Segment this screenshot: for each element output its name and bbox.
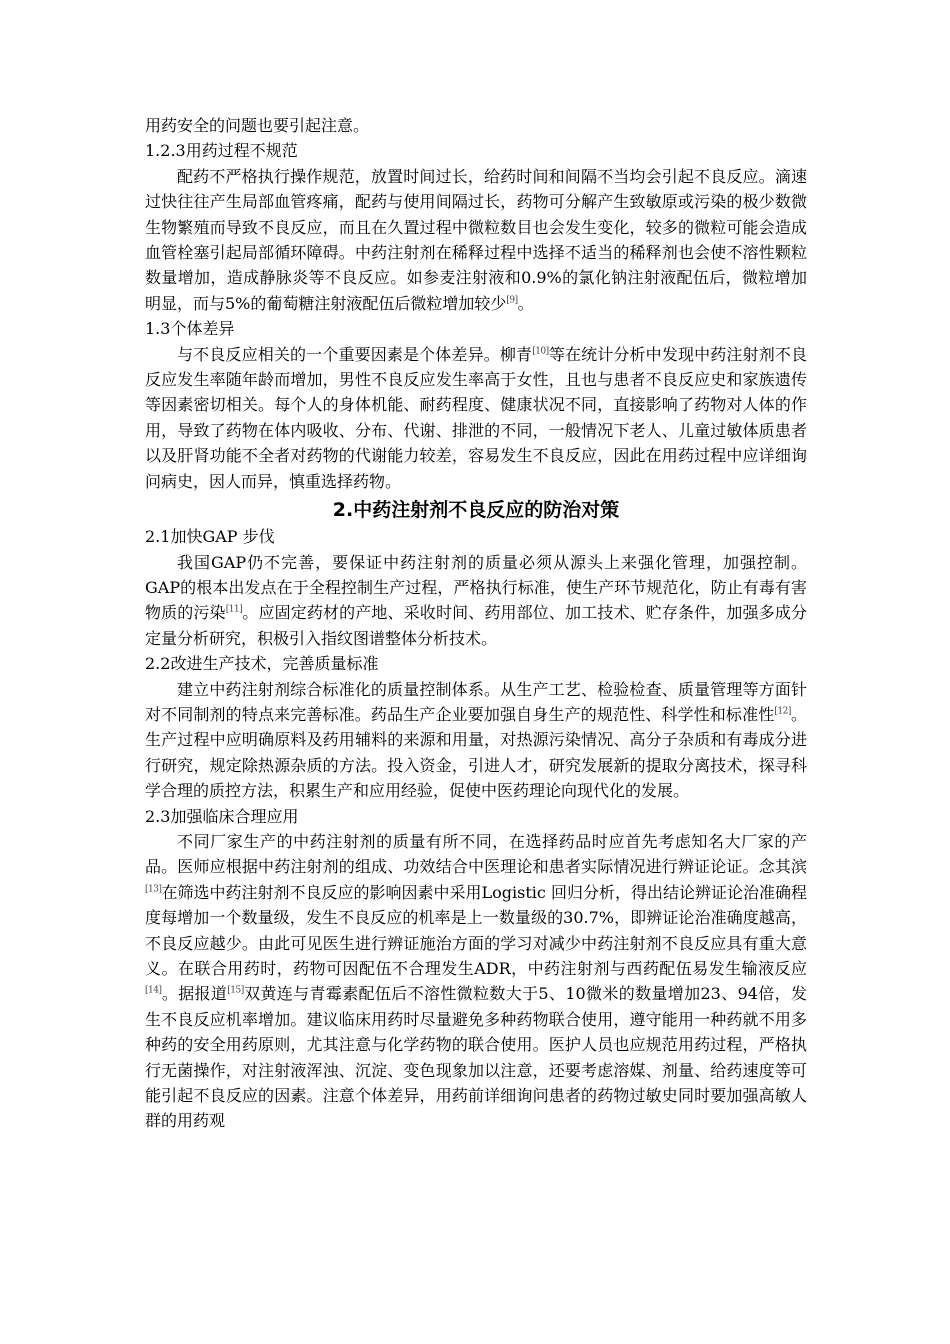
citation-ref: [10] [532, 346, 549, 357]
section-heading-1-2-3: 1.2.3用药过程不规范 [145, 141, 298, 161]
paragraph-production: 建立中药注射剂综合标准化的质量控制体系。从生产工艺、检验检查、质量管理等方面针对不同制剂的特点来完善标准。药品生产企业要加强自身生产的规范性、科学性和标准性[12]。生产过程中应明确原料及药用辅料的来源和用量，对热源污染情况、高分子杂质和有毒成分进行研究，规定除热源杂质的方法。投入资金，引进人才，研究发展新的提取分离技术，探寻科学合理的质控方法，积累生产和应用经验，促使中医药理论向现代化的发展。 [145, 679, 807, 801]
citation-ref: [15] [227, 986, 244, 997]
citation-ref: [9] [506, 295, 518, 306]
paragraph-gap: 我国GAP仍不完善，要保证中药注射剂的质量必须从源头上来强化管理，加强控制。GAP的根本出发点在于全程控制生产过程，严格执行标准，使生产环节规范化，防止有毒有害物质的污染[11]。应固定药材的产地、采收时间、药用部位、加工技术、贮存条件，加强多成分定量分析研究，积极引入指纹图谱整体分析技术。 [145, 552, 807, 648]
citation-ref: [13] [145, 884, 162, 895]
paragraph-process: 配药不严格执行操作规范，放置时间过长，给药时间和间隔不当均会引起不良反应。滴速过快往往产生局部血管疼痛，配药与使用间隔过长，药物可分解产生致敏原或污染的极少数微生物繁殖而导致不良反应，而且在久置过程中微粒数目也会发生变化，较多的微粒可能会造成血管栓塞引起局部循环障碍。中药注射剂在稀释过程中选择不适当的稀释剂也会使不溶性颗粒数量增加，造成静脉炎等不良反应。如参麦注射液和0.9%的氯化钠注射液配伍后，微粒增加明显，而与5%的葡萄糖注射液配伍后微粒增加较少[9]。 [145, 166, 807, 313]
section-heading-1-3: 1.3个体差异 [145, 319, 235, 339]
chapter-title: 2.中药注射剂不良反应的防治对策 [332, 499, 620, 522]
citation-ref: [11] [225, 604, 243, 615]
paragraph-individual-difference: 与不良反应相关的一个重要因素是个体差异。柳青[10]等在统计分析中发现中药注射剂不良反应发生率随年龄而增加，男性不良反应发生率高于女性，且也与患者不良反应史和家族遗传等因素密切相关。每个人的身体机能、耐药程度、健康状况不同，直接影响了药物对人体的作用，导致了药物在体内吸收、分布、代谢、排泄的不同，一般情况下老人、儿童过敏体质患者以及肝肾功能不全者对药物的代谢能力较差，容易发生不良反应，因此在用药过程中应详细询问病史，因人而异，慎重选择药物。 [145, 344, 807, 491]
section-heading-2-2: 2.2改进生产技术，完善质量标准 [145, 654, 379, 674]
citation-ref: [12] [774, 706, 791, 717]
document-body [145, 113, 807, 1134]
paragraph-clinical: 不同厂家生产的中药注射剂的质量有所不同，在选择药品时应首先考虑知名大厂家的产品。医师应根据中药注射剂的组成、功效结合中医理论和患者实际情况进行辨证论证。念其滨[13]在筛选中药注射剂不良反应的影响因素中采用Logistic 回归分析，得出结论辨证论治准确程度每增加一个数量级，发生不良反应的机率是上一数量级的30.7%，即辨证论治准确度越高，不良反应越少。由此可见医生进行辨证施治方面的学习对减少中药注射剂不良反应具有重大意义。在联合用药时，药物可因配伍不合理发生ADR，中药注射剂与西药配伍易发生输液反应[14]。据报道[15]双黄连与青霉素配伍后不溶性微粒数大于5、10微米的数量增加23、94倍，发生不良反应机率增加。建议临床用药时尽量避免多种药物联合使用，遵守能用一种药就不用多种药的安全用药原则，尤其注意与化学药物的联合使用。医护人员也应规范用药过程，严格执行无菌操作，对注射液浑浊、沉淀、变色现象加以注意，还要考虑溶媒、剂量、给药速度等可能引起不良反应的因素。注意个体差异，用药前详细询问患者的药物过敏史同时要加强高敏人群的用药观 [145, 831, 807, 1131]
citation-ref: [14] [145, 986, 162, 997]
section-heading-2-3: 2.3加强临床合理应用 [145, 806, 299, 826]
paragraph-continued: 用药安全的问题也要引起注意。 [145, 116, 370, 135]
section-heading-2-1: 2.1加快GAP 步伐 [145, 527, 275, 547]
